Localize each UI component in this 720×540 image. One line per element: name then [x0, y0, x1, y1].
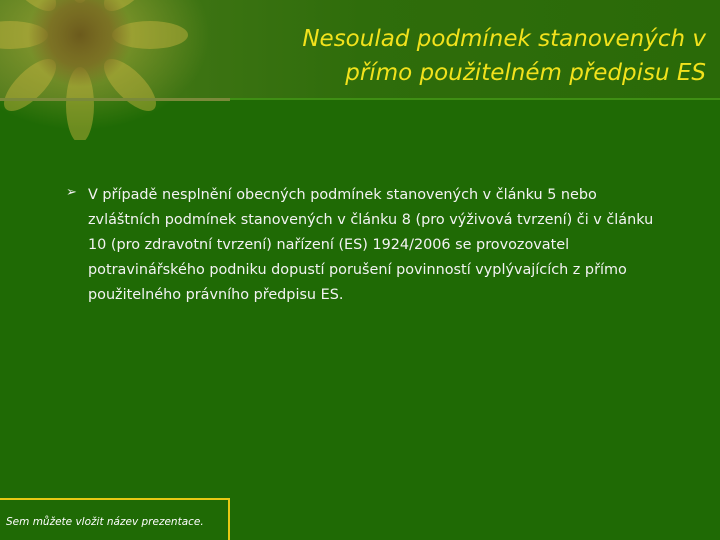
bullet-list: [66, 183, 666, 308]
bullet-item: [66, 183, 666, 308]
footer-presentation-name: Sem můžete vložit název prezentace.: [6, 516, 204, 528]
sunflower-image: [0, 0, 220, 140]
arrow-bullet-icon: ➢: [66, 185, 77, 200]
slide-title-line-1: Nesoulad podmínek stanovených v: [302, 26, 706, 52]
footer-box: [0, 498, 230, 540]
header-divider: [230, 98, 720, 100]
header-divider-left: [0, 98, 230, 101]
bullet-text: V případě nesplnění obecných podmínek stanovených v článku 5 nebo zvláštních podmínek stanovených v článku 8 (pro výživová tvrzení) či v článku 10 (pro zdravotní tvrzení) nařízení (ES) 1924/2006 se provozovatel potravinářského podniku dopustí porušení povinností vyplývajících z přímo použitelného právního předpisu ES.: [88, 187, 654, 303]
slide-title-line-2: přímo použitelném předpisu ES: [345, 60, 706, 86]
slide-title: [226, 22, 706, 90]
